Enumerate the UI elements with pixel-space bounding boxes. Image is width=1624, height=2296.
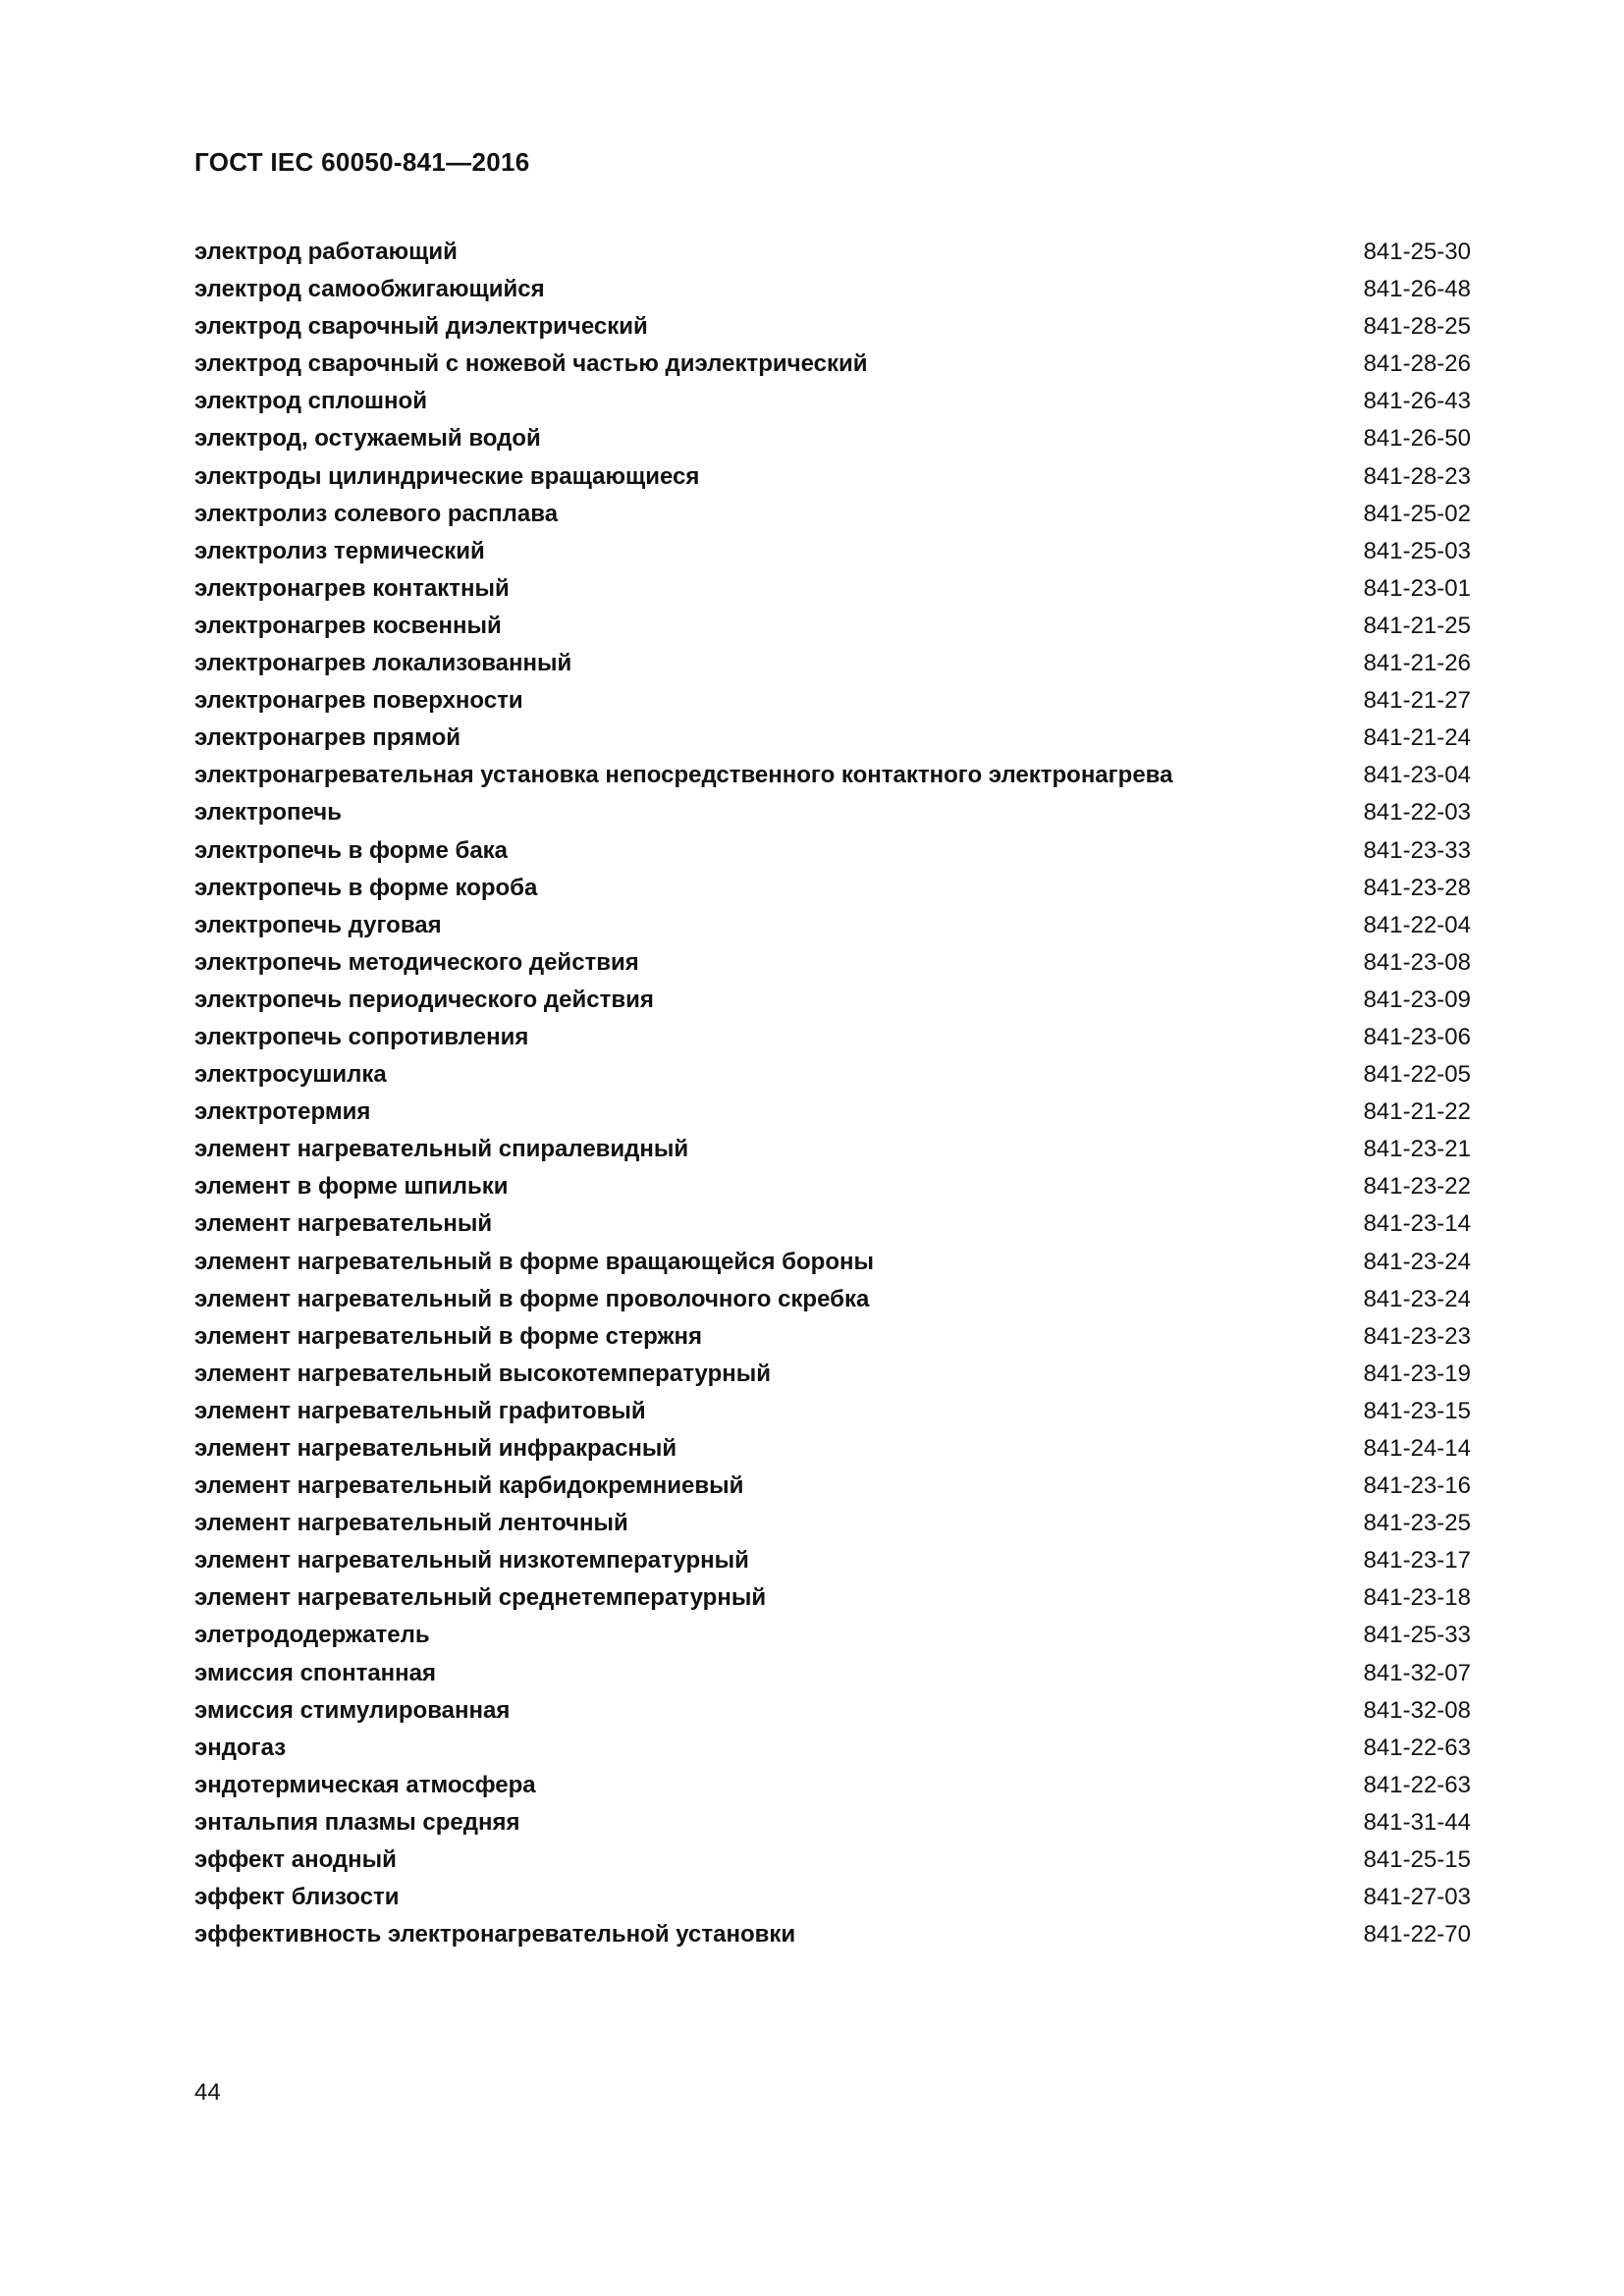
entry-reference-number: 841-25-30	[1363, 239, 1471, 265]
entry-term: элемент нагревательный среднетемпературный	[194, 1584, 767, 1612]
entry-reference-number: 841-21-24	[1363, 724, 1471, 752]
index-entry	[194, 383, 1471, 420]
index-entry	[194, 1542, 1471, 1579]
entry-term: элемент нагревательный в форме проволочного скребка	[194, 1285, 870, 1312]
entry-term: энтальпия плазмы средняя	[194, 1808, 520, 1836]
entry-term: электрод, остужаемый водой	[194, 425, 541, 453]
entry-term: электрод сварочный с ножевой частью диэлектрический	[194, 350, 868, 378]
index-entry	[194, 1318, 1471, 1356]
entry-term: электропечь периодического действия	[194, 986, 654, 1013]
entry-reference-number: 841-31-44	[1363, 1808, 1471, 1836]
entry-term: электрод сплошной	[194, 388, 427, 415]
entry-reference-number: 841-23-19	[1363, 1360, 1471, 1387]
entry-term: электропечь дуговая	[194, 911, 442, 938]
entry-term: электролиз солевого расплава	[194, 500, 559, 527]
index-entry	[194, 832, 1471, 870]
index-entry	[194, 1916, 1471, 1953]
entry-term: электропечь в форме короба	[194, 874, 538, 901]
entry-term: электропечь сопротивления	[194, 1023, 529, 1050]
entry-term: эффективность электронагревательной установки	[194, 1921, 796, 1949]
entry-term: электронагрев поверхности	[194, 687, 523, 715]
entry-term: элемент нагревательный в форме вращающейся бороны	[194, 1248, 874, 1275]
entry-reference-number: 841-23-28	[1363, 874, 1471, 901]
entry-reference-number: 841-28-26	[1363, 350, 1471, 378]
index-entry	[194, 420, 1471, 457]
index-entry	[194, 458, 1471, 496]
entry-reference-number: 841-23-09	[1363, 986, 1471, 1013]
entry-reference-number: 841-21-27	[1363, 687, 1471, 715]
entry-reference-number: 841-23-23	[1363, 1322, 1471, 1350]
index-entry	[194, 1056, 1471, 1094]
entry-reference-number: 841-26-50	[1363, 425, 1471, 453]
entry-term: элемент нагревательный	[194, 1210, 493, 1238]
index-entry	[194, 1430, 1471, 1468]
index-entry	[194, 1205, 1471, 1243]
entry-reference-number: 841-26-48	[1363, 276, 1471, 303]
entry-term: эффект близости	[194, 1884, 400, 1911]
index-entry	[194, 720, 1471, 757]
entry-reference-number: 841-26-43	[1363, 388, 1471, 415]
entry-reference-number: 841-23-33	[1363, 836, 1471, 864]
entry-term: элемент нагревательный спиралевидный	[194, 1136, 689, 1163]
entry-term: элемент нагревательный низкотемпературный	[194, 1547, 749, 1575]
entry-reference-number: 841-27-03	[1363, 1884, 1471, 1911]
entry-reference-number: 841-23-01	[1363, 574, 1471, 602]
entry-term: электросушилка	[194, 1061, 387, 1089]
index-entry	[194, 1655, 1471, 1692]
index-entry	[194, 1730, 1471, 1767]
entry-reference-number: 841-25-15	[1363, 1846, 1471, 1874]
entry-reference-number: 841-24-14	[1363, 1435, 1471, 1462]
entry-term: элемент нагревательный инфракрасный	[194, 1435, 677, 1462]
entry-reference-number: 841-21-25	[1363, 612, 1471, 639]
index-entry	[194, 1842, 1471, 1879]
index-entry	[194, 1804, 1471, 1842]
index-entry	[194, 1468, 1471, 1505]
index-entry	[194, 1767, 1471, 1804]
index-entry	[194, 1094, 1471, 1131]
entry-reference-number: 841-28-23	[1363, 462, 1471, 490]
index-entry	[194, 346, 1471, 383]
index-entry	[194, 496, 1471, 533]
entry-reference-number: 841-22-63	[1363, 1771, 1471, 1798]
entry-reference-number: 841-23-14	[1363, 1210, 1471, 1238]
index-entry	[194, 1131, 1471, 1168]
entry-reference-number: 841-22-63	[1363, 1734, 1471, 1761]
index-entry	[194, 1505, 1471, 1542]
entry-reference-number: 841-22-03	[1363, 799, 1471, 827]
index-entry	[194, 944, 1471, 982]
entry-reference-number: 841-23-24	[1363, 1285, 1471, 1312]
index-entry	[194, 308, 1471, 346]
index-entry	[194, 1617, 1471, 1654]
entry-reference-number: 841-28-25	[1363, 313, 1471, 341]
entry-reference-number: 841-32-08	[1363, 1696, 1471, 1724]
index-entry	[194, 870, 1471, 907]
index-entry	[194, 234, 1471, 271]
index-entry	[194, 1019, 1471, 1056]
entry-term: электротермия	[194, 1098, 371, 1126]
entry-term: электронагрев косвенный	[194, 612, 502, 639]
index-entry	[194, 682, 1471, 720]
entry-reference-number: 841-22-70	[1363, 1921, 1471, 1949]
entry-term: эффект анодный	[194, 1846, 397, 1874]
entry-term: элемент нагревательный высокотемпературный	[194, 1360, 771, 1387]
index-entry	[194, 570, 1471, 608]
entry-term: эмиссия стимулированная	[194, 1696, 511, 1724]
entry-term: электропечь в форме бака	[194, 836, 509, 864]
page-number: 44	[194, 2079, 221, 2106]
index-entry	[194, 982, 1471, 1019]
entry-term: эндогаз	[194, 1734, 287, 1761]
entry-reference-number: 841-23-25	[1363, 1510, 1471, 1537]
index-entry	[194, 907, 1471, 944]
entry-term: элемент в форме шпильки	[194, 1173, 509, 1201]
index-entry	[194, 1168, 1471, 1205]
index-entry	[194, 1356, 1471, 1393]
document-header: ГОСТ IEC 60050-841—2016	[194, 147, 530, 177]
entry-reference-number: 841-21-26	[1363, 650, 1471, 677]
entry-reference-number: 841-23-21	[1363, 1136, 1471, 1163]
entry-term: электрод сварочный диэлектрический	[194, 313, 648, 341]
entry-term: электрод работающий	[194, 239, 458, 265]
index-entry	[194, 1393, 1471, 1430]
index-entry	[194, 1244, 1471, 1281]
entry-reference-number: 841-22-05	[1363, 1061, 1471, 1089]
index-entry	[194, 645, 1471, 682]
entry-reference-number: 841-25-33	[1363, 1622, 1471, 1649]
entry-reference-number: 841-32-07	[1363, 1659, 1471, 1686]
index-entry	[194, 757, 1471, 794]
index-entry	[194, 608, 1471, 645]
entry-term: электропечь методического действия	[194, 948, 639, 976]
entry-reference-number: 841-23-18	[1363, 1584, 1471, 1612]
entry-term: эмиссия спонтанная	[194, 1659, 437, 1686]
index-entry	[194, 1281, 1471, 1318]
entry-term: элемент нагревательный в форме стержня	[194, 1322, 702, 1350]
entry-term: элемент нагревательный карбидокремниевый	[194, 1472, 744, 1500]
entry-reference-number: 841-25-03	[1363, 537, 1471, 564]
index-entry	[194, 1879, 1471, 1916]
entry-term: элемент нагревательный графитовый	[194, 1397, 646, 1424]
entry-reference-number: 841-23-16	[1363, 1472, 1471, 1500]
entry-term: элетрододержатель	[194, 1622, 430, 1649]
index-entry	[194, 794, 1471, 831]
entry-term: электронагревательная установка непосредственного контактного электронагрева	[194, 762, 1173, 789]
entry-term: электронагрев локализованный	[194, 650, 572, 677]
entry-reference-number: 841-22-04	[1363, 911, 1471, 938]
entry-reference-number: 841-23-24	[1363, 1248, 1471, 1275]
entry-term: электрод самообжигающийся	[194, 276, 545, 303]
entry-term: электронагрев прямой	[194, 724, 460, 752]
entry-term: электролиз термический	[194, 537, 485, 564]
term-index-list	[194, 234, 1471, 1953]
entry-reference-number: 841-23-22	[1363, 1173, 1471, 1201]
index-entry	[194, 1579, 1471, 1617]
entry-reference-number: 841-23-15	[1363, 1397, 1471, 1424]
entry-term: электронагрев контактный	[194, 574, 510, 602]
entry-reference-number: 841-23-08	[1363, 948, 1471, 976]
entry-term: электропечь	[194, 799, 342, 827]
index-entry	[194, 1692, 1471, 1730]
entry-term: эндотермическая атмосфера	[194, 1771, 536, 1798]
entry-reference-number: 841-21-22	[1363, 1098, 1471, 1126]
entry-term: электроды цилиндрические вращающиеся	[194, 462, 700, 490]
index-entry	[194, 271, 1471, 308]
entry-reference-number: 841-23-17	[1363, 1547, 1471, 1575]
entry-reference-number: 841-25-02	[1363, 500, 1471, 527]
entry-reference-number: 841-23-04	[1363, 762, 1471, 789]
index-entry	[194, 533, 1471, 570]
entry-reference-number: 841-23-06	[1363, 1023, 1471, 1050]
entry-term: элемент нагревательный ленточный	[194, 1510, 628, 1537]
